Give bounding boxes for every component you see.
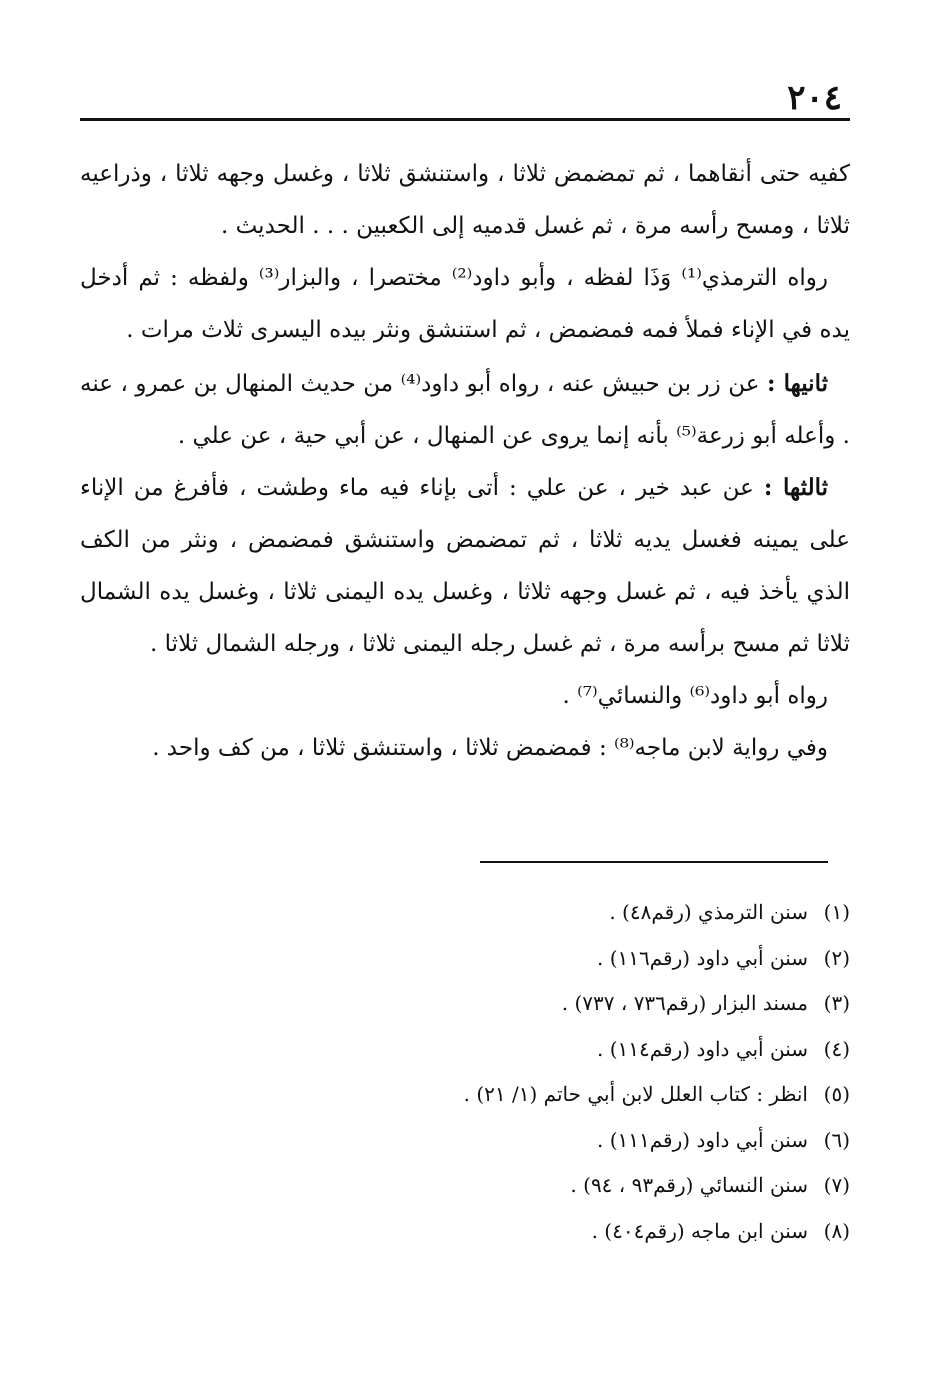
footnote-item xyxy=(80,936,850,982)
header-rule xyxy=(80,118,850,121)
paragraph-3-text: عن زر بن حبيش عنه ، رواه أبو داود⁽⁴⁾ من حديث المنهال بن عمرو ، عنه . وأعله أبو زرعة⁽⁵⁾ بأنه إنما يروى عن المنهال ، عن أبي حية ، عن علي . xyxy=(80,371,850,449)
footnote-text: سنن أبي داود (رقم١١١) . xyxy=(596,1127,808,1152)
footnote-text: سنن أبي داود (رقم١١٦) . xyxy=(596,945,808,970)
paragraph-6: وفي رواية لابن ماجه⁽⁸⁾ : فمضمض ثلاثا ، واستنشق ثلاثا ، من كف واحد . xyxy=(152,735,828,761)
paragraph-4-text: عن عبد خير ، عن علي : أتى بإناء فيه ماء وطشت ، فأفرغ من الإناء على يمينه فغسل يديه ثلاثا ، ثم تمضمض واستنشق فمضمض ، ونثر من الكف الذي يأخذ فيه ، ثم غسل وجهه ثلاثا ، وغسل يده اليمنى ثلاثا ، وغسل يده الشمال ثلاثا ثم مسح برأسه مرة ، ثم غسل رجله اليمنى ثلاثا ، ورجله الشمال ثلاثا . xyxy=(80,475,850,657)
footnote-item xyxy=(80,890,850,936)
footnote-item xyxy=(80,1118,850,1164)
main-text xyxy=(80,148,850,774)
footnote-text: مسند البزار (رقم٧٣٦ ، ٧٣٧) . xyxy=(561,991,808,1015)
footnote-number: (٦) xyxy=(823,1127,850,1152)
paragraph-4-lead: ثالثها : xyxy=(763,474,828,501)
paragraph-5: رواه أبو داود⁽⁶⁾ والنسائي⁽⁷⁾ . xyxy=(562,683,828,709)
footnote-item xyxy=(80,1163,850,1209)
page-number: ٢٠٤ xyxy=(787,78,842,118)
footnote-number: (٤) xyxy=(823,1036,850,1061)
paragraph-4 xyxy=(80,462,850,670)
footnote-text: انظر : كتاب العلل لابن أبي حاتم (١/ ٢١) . xyxy=(463,1082,808,1106)
paragraph-3-lead: ثانيها : xyxy=(766,370,828,397)
footnote-text: سنن النسائي (رقم٩٣ ، ٩٤) . xyxy=(570,1173,808,1197)
footnote-rule xyxy=(480,861,828,863)
footnote-text: سنن ابن ماجه (رقم٤٠٤) . xyxy=(591,1218,808,1243)
footnote-text: سنن أبي داود (رقم١١٤) . xyxy=(596,1036,808,1061)
footnote-item xyxy=(80,1209,850,1255)
paragraph-1: كفيه حتى أنقاهما ، ثم تمضمض ثلاثا ، واستنشق ثلاثا ، وغسل وجهه ثلاثا ، وذراعيه ثلاثا ، ومسح رأسه مرة ، ثم غسل قدميه إلى الكعبين . . . الحديث . xyxy=(80,161,850,239)
footnote-item xyxy=(80,1072,850,1118)
footnote-number: (٣) xyxy=(823,991,850,1015)
footnote-number: (٨) xyxy=(823,1218,850,1243)
footnotes-list xyxy=(80,890,850,1254)
footnote-item xyxy=(80,981,850,1027)
paragraph-2: رواه الترمذي⁽¹⁾ وَذَا لفظه ، وأبو داود⁽²⁾ مختصرا ، والبزار⁽³⁾ ولفظه : ثم أدخل يده في الإناء فملأ فمه فمضمض ، ثم استنشق ونثر بيده اليسرى ثلاث مرات . xyxy=(80,265,850,343)
footnote-number: (١) xyxy=(823,900,850,924)
footnote-text: سنن الترمذي (رقم٤٨) . xyxy=(609,900,808,924)
footnote-number: (٢) xyxy=(823,945,850,970)
footnote-number: (٧) xyxy=(823,1173,850,1197)
paragraph-3 xyxy=(80,358,850,462)
footnote-number: (٥) xyxy=(823,1082,850,1106)
footnote-item xyxy=(80,1027,850,1073)
